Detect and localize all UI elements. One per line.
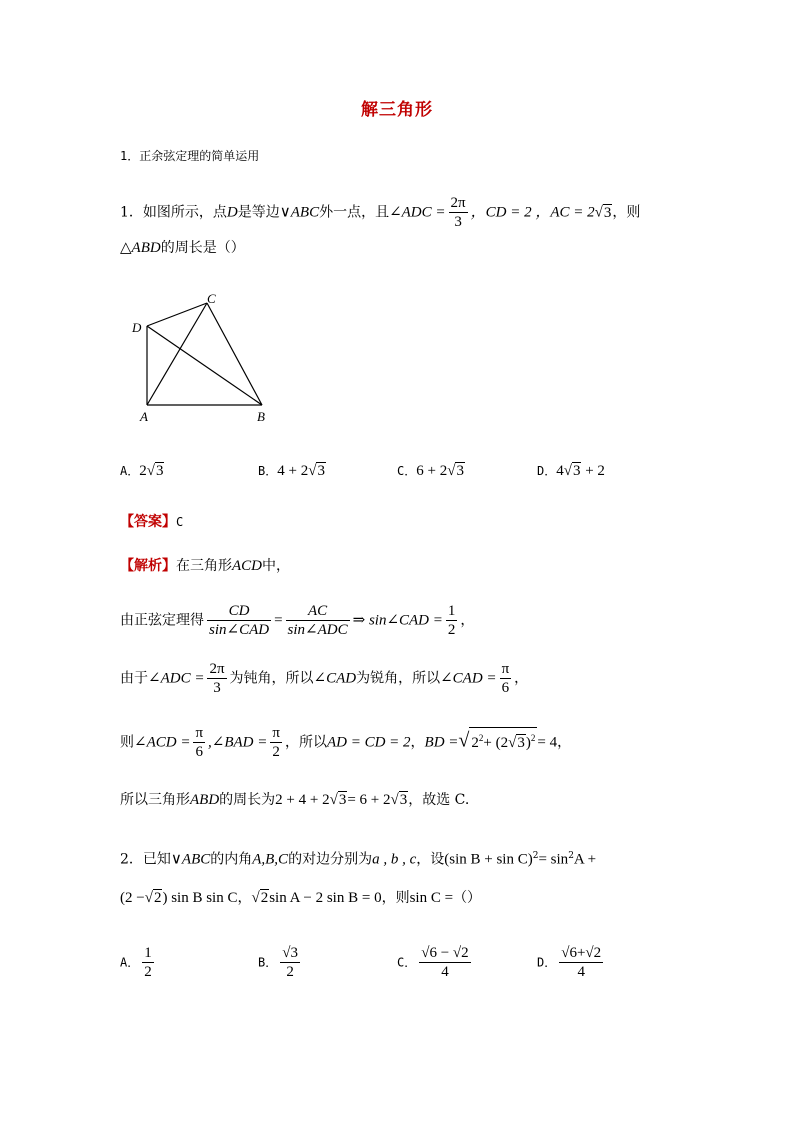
q1-frac-num: 2π	[450, 195, 466, 211]
q2-option-b[interactable]: B． $\frac{√3}{2}$	[258, 945, 298, 980]
q1-text-5: ，则	[612, 204, 641, 221]
q1-frac-den: 3	[454, 214, 462, 230]
segment-bc	[207, 303, 262, 405]
answer-line	[120, 512, 183, 532]
q2-option-d[interactable]: D． $\frac{√6+√2}{4}$	[537, 945, 602, 980]
q1-text-1: 1．如图所示，点	[120, 204, 227, 221]
q1-text-6: 的周长是（）	[160, 240, 245, 256]
geometry-figure	[125, 290, 285, 430]
segment-ac	[147, 303, 207, 405]
section-heading	[120, 146, 259, 166]
analysis-line-3: 由于∠ADC = $\frac{2\pi}{3}$ 为钝角，所以∠CAD为锐角，所以∠CAD = $\frac{\pi}{6}$ ，	[120, 661, 529, 696]
q1-triangle: ∨ABC	[279, 204, 320, 221]
analysis-line-1: 【解析】在三角形ACD中，	[120, 558, 290, 574]
analysis-tag: 【解析】	[120, 558, 176, 574]
label-a: A	[140, 409, 148, 424]
section-text: 1．正余弦定理的简单运用	[120, 149, 260, 163]
page-title: 解三角形	[361, 100, 433, 120]
label-d: D	[132, 320, 142, 335]
question-2-line-2: (2 −√2) sin B sin C，√2sin A − 2 sin B = 0，则sin C =（）	[120, 890, 482, 906]
analysis-line-4: 则∠ACD = $\frac{\pi}{6}$ ,∠BAD = $\frac{\pi}{2}$ ，所以AD = CD = 2，BD =√ $2^2+ (2√3)^2 = 4$，	[120, 725, 572, 760]
q2-option-c[interactable]: C． $\frac{√6 - √2}{4}$	[397, 945, 469, 980]
label-b: B	[257, 409, 265, 424]
label-c: C	[207, 291, 216, 306]
q1-point-d: D	[226, 204, 238, 221]
q2-option-a[interactable]: A． $\frac{1}{2}$	[120, 945, 152, 980]
q1-triangle-abd: △ABD	[120, 240, 161, 256]
q1-angle: ∠ADC =	[389, 204, 446, 221]
segment-dc	[147, 303, 207, 326]
q1-sqrt: 3	[603, 204, 612, 221]
q1-text-2: 是等边	[237, 204, 280, 221]
answer-value: C	[176, 515, 184, 529]
question-1-line-2	[120, 238, 245, 258]
q1-option-b[interactable]: B．4 + 2√3	[258, 463, 325, 479]
q1-text-3: 外一点，且	[319, 204, 390, 221]
question-1-line-1: 1．如图所示，点D是等边∨ABC外一点，且∠ADC = $\frac{2\pi}{3}$ ，CD = 2 ，AC = 2√3，则	[120, 195, 641, 230]
q1-option-a[interactable]: A．2√3	[120, 463, 164, 479]
q1-fraction	[449, 194, 468, 231]
q1-option-c[interactable]: C．6 + 2√3	[397, 463, 464, 479]
question-2-line-1: 2．已知∨ABC的内角A,B,C的对边分别为a , b , c，设(sin $B + \sin C)^2= \sin^2A$ +	[120, 851, 597, 868]
analysis-line-5: 所以三角形ABD的周长为2 + 4 + 2√3= 6 + 2√3，故选 C.	[120, 792, 470, 808]
q1-option-d[interactable]: D．4√3 + 2	[537, 463, 605, 479]
analysis-line-2: 由正弦定理得 $\frac{CD}{\text{sin∠CAD}}$ = $\frac{AC}{\text{sin∠ADC}}$ ⇒ sin∠CAD = $\frac{1}{2}$ ，	[120, 603, 475, 638]
segment-db	[147, 326, 262, 405]
q1-text-4: ，CD = 2 ，AC = 2	[470, 204, 595, 221]
answer-tag: 【答案】	[120, 514, 176, 530]
